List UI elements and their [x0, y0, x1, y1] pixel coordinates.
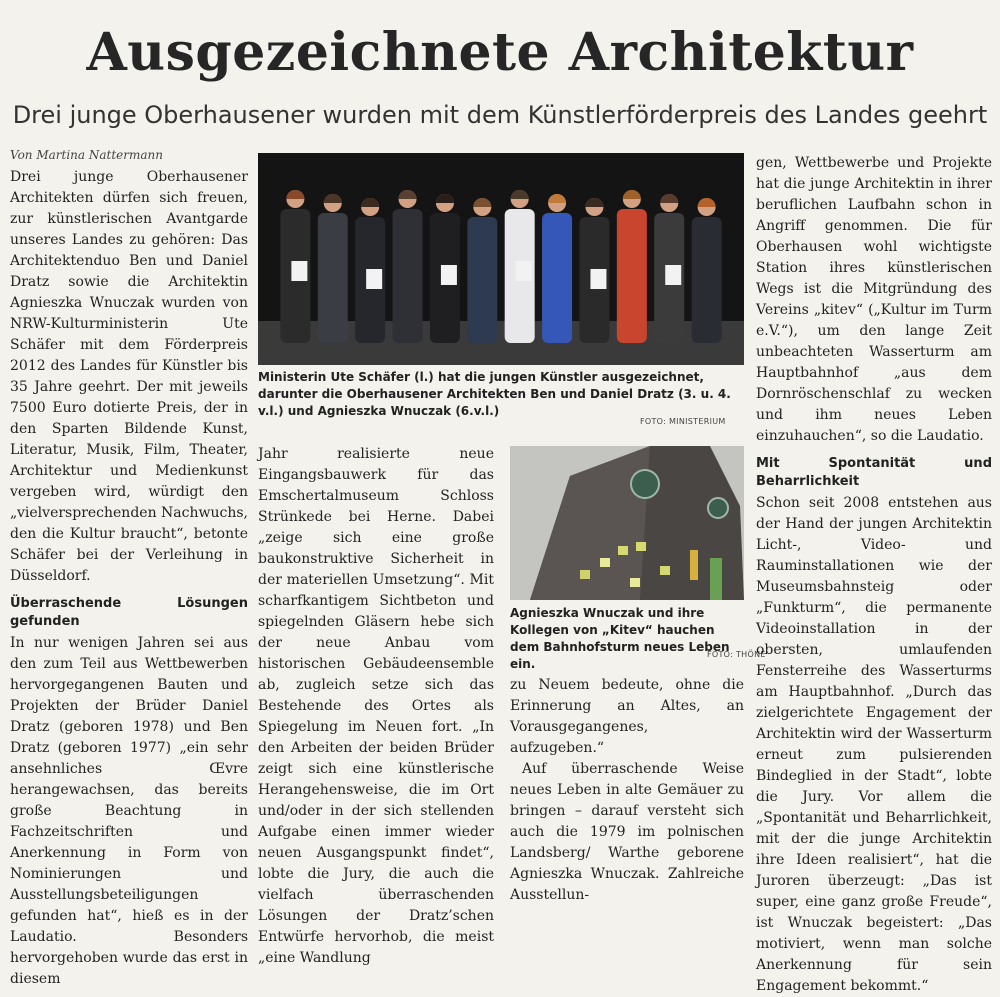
text-column-1	[10, 167, 248, 987]
paragraph: Drei junge Oberhausener Architekten dürfen sich freuen, zur künstlerischen Avantgarde unseres Landes zu gehören: Das Architektenduo Ben und Daniel Dratz sowie die Architektin Agnieszka Wnuczak wurden von NRW-Kulturministerin Ute Schäfer mit dem Förderpreis 2012 des Landes für Künstler bis 35 Jahre geehrt. Der mit jeweils 7500 Euro dotierte Preis, der in den Sparten Bildende Kunst, Literatur, Musik, Film, Theater, Architektur und Medienkunst vergeben wird, würdigt den „vielversprechenden Nachwuchs, den die Kultur braucht“, betonte Schäfer bei der Verleihung in Düsseldorf.	[10, 169, 248, 584]
section-heading: Mit Spontanität und Beharrlichkeit	[756, 456, 992, 489]
photo-tower-caption: Agnieszka Wnuczak und ihre Kollegen von „Kitev“ hauchen dem Bahnhofsturm neues Leben ein.	[510, 606, 730, 671]
certificate-paper	[516, 261, 532, 281]
award-ceremony-illustration	[258, 153, 744, 365]
person-figure	[692, 217, 722, 343]
person-figure	[467, 217, 497, 343]
certificate-paper	[291, 261, 307, 281]
award-ceremony-photo	[258, 153, 744, 365]
article-subheadline: Drei junge Oberhausener wurden mit dem Künstlerförderpreis des Landes geehrt	[12, 101, 988, 129]
paragraph: Schon seit 2008 entstehen aus der Hand der jungen Architektin Licht-, Video- und Rauminstallationen wie der Museumsbahnsteig oder „Funkturm“, die permanente Videoinstallation in der obersten, umlaufenden Fensterreihe des Wasserturms am Hauptbahnhof. „Durch das zielgerichtete Engagement der Architektin wird der Wasserturm erneut zum pulsierenden Bindeglied in der Stadt“, lobte die Jury. Vor allem die „Spontanität und Beharrlichkeit, mit der die junge Architektin ihre Ideen realisiert“, hat die Juroren überzeugt: „Das ist super, eine ganz große Freude“, ist Wnuczak begeistert: „Das motiviert, wenn man solche Anerkennung für sein Engagement bekommt.“	[756, 495, 992, 994]
article-byline: Von Martina Nattermann	[10, 148, 163, 162]
person-figure	[617, 209, 647, 343]
article-headline: Ausgezeichnete Architektur	[86, 22, 914, 83]
person-figure	[542, 213, 572, 343]
paragraph: Auf überraschende Weise neues Leben in alte Gemäuer zu bringen – darauf versteht sich auch die 1979 im polnischen Landsberg/ Warthe geborene Agnieszka Wnuczak. Zahlreiche Ausstellun-	[510, 761, 744, 903]
paragraph: Jahr realisierte neue Eingangsbauwerk für das Emschertalmuseum Schloss Strünkede bei Herne. Dabei „zeige sich eine große baukonstruktive Sicherheit in der materiellen Umsetzung“. Mit scharfkantigem Sichtbeton und spiegelnden Gläsern hebe sich der neue Anbau vom historischen Gebäudeensemble ab, zugleich setze sich das Bestehende des Ortes als Spiegelung im Neuen fort. „In den Arbeiten der beiden Brüder zeigt sich eine künstlerische Herangehensweise, die im Ort und/oder in der sich stellenden Aufgabe einen immer wieder neuen Ausgangspunkt findet“, lobte die Jury, die auch die vielfach überraschenden Lösungen der Dratz’schen Entwürfe hervorhob, die meist „eine Wandlung	[258, 446, 494, 966]
text-column-4	[756, 153, 992, 994]
certificate-paper	[366, 269, 382, 289]
photo-tower-credit: FOTO: THÖNE	[707, 650, 766, 659]
photo-main-credit: FOTO: MINISTERIUM	[640, 417, 726, 426]
photo-main-caption: Ministerin Ute Schäfer (l.) hat die jungen Künstler ausgezeichnet, darunter die Oberhausener Architekten Ben und Daniel Dratz (3. u. 4. v.l.) und Agnieszka Wnuczak (6.v.l.)	[258, 370, 731, 418]
text-column-2	[258, 444, 494, 966]
paragraph: gen, Wettbewerbe und Projekte hat die junge Architektin in ihrer beruflichen Laufbahn schon in Angriff genommen. Die für Oberhausen wohl wichtigste Station ihres künstlerischen Wegs ist die Mitgründung des Vereins „kitev“ („Kultur im Turm e.V.“), um den lange Zeit unbeachteten Wasserturm am Hauptbahnhof „aus dem Dornröschenschlaf zu wecken und ihm neues Leben einzuhauchen“, so die Laudatio.	[756, 155, 992, 444]
certificate-paper	[441, 265, 457, 285]
paragraph: In nur wenigen Jahren sei aus den zum Teil aus Wettbewerben hervorgegangenen Bauten und Projekten der Brüder Daniel Dratz (geboren 1978) und Ben Dratz (geboren 1977) „ein sehr ansehnliches Œvre herangewachsen, das bereits große Beachtung in Fachzeitschriften und Anerkennung in Form von Nominierungen und Ausstellungsbeteiligungen gefunden hat“, hieß es in der Laudatio. Besonders hervorgehoben wurde das erst in diesem	[10, 635, 248, 987]
person-figure	[318, 213, 348, 343]
paragraph: zu Neuem bedeute, ohne die Erinnerung an Altes, an Vorausgegangenes, aufzugeben.“	[510, 677, 744, 756]
water-tower-photo	[510, 446, 744, 600]
water-tower-illustration	[510, 446, 744, 600]
person-figure	[393, 209, 423, 343]
section-heading: Überraschende Lösungen gefunden	[10, 596, 248, 629]
certificate-paper	[665, 265, 681, 285]
text-column-3	[510, 675, 744, 903]
certificate-paper	[590, 269, 606, 289]
